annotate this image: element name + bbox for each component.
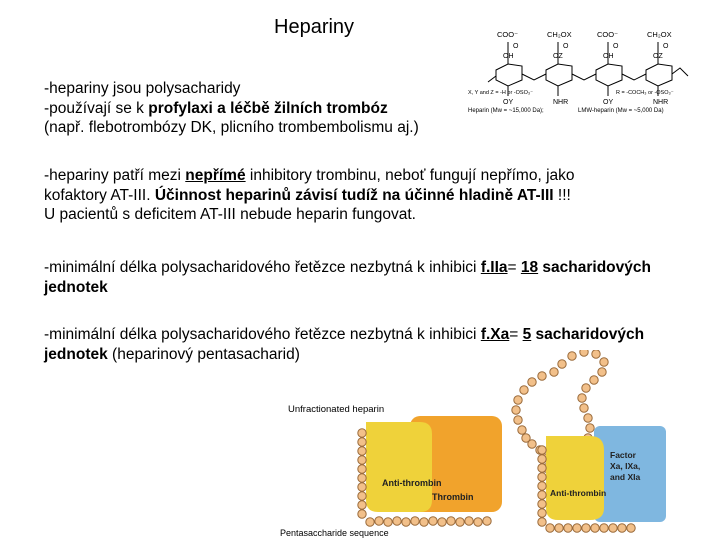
heparin-lower-bead (465, 517, 473, 525)
indirect-emphasis: nepřímé (185, 167, 246, 184)
mechanism-line-1 (44, 166, 694, 186)
heparin-lower-bead (358, 510, 366, 518)
chem-oz-1: OZ (553, 53, 563, 60)
chem-legend-1: X, Y and Z = -H or -OSO₃⁻ (468, 90, 534, 96)
heparin-lower-bead (358, 429, 366, 437)
heparin-upper-bead (592, 350, 600, 358)
chem-oxygen-1: O (513, 43, 519, 50)
heparin-lower-bead (447, 517, 455, 525)
chem-caption-2: LMW-heparin (Mw = ~5,000 Da) (578, 108, 664, 114)
heparin-lower-bead (564, 524, 572, 532)
iia-block (44, 258, 704, 297)
heparin-lower-bead (538, 500, 546, 508)
heparin-upper-bead (528, 440, 536, 448)
chem-oy-2: OY (603, 99, 614, 106)
heparin-upper-bead (584, 414, 592, 422)
heparin-upper-bead (598, 368, 606, 376)
thrombin-label: Thrombin (432, 492, 474, 502)
heparin-lower-bead (358, 474, 366, 482)
heparin-lower-bead (438, 518, 446, 526)
heparin-lower-bead (358, 483, 366, 491)
pentasaccharide-label: Pentasaccharide sequence (280, 528, 389, 538)
heparin-upper-bead (528, 378, 536, 386)
xa-text-5: (heparinový pentasacharid) (107, 345, 300, 363)
heparin-lower-bead (375, 517, 383, 525)
heparin-lower-bead (600, 524, 608, 532)
heparin-upper-bead (600, 358, 608, 366)
heparin-lower-bead (420, 518, 428, 526)
factor-label-line-1: Factor (610, 450, 636, 460)
heparin-lower-bead (538, 446, 546, 454)
prophylaxis-emphasis: profylaxi a léčbě žilních trombóz (148, 99, 388, 117)
intro-line-3: (např. flebotrombózy DK, plicního trombembolismu aj.) (44, 119, 419, 136)
heparin-upper-bead (512, 406, 520, 414)
chem-nhr-2: NHR (653, 99, 669, 106)
heparin-upper-bead (538, 372, 546, 380)
heparin-lower-bead (538, 455, 546, 463)
mechanism-text-3: kofaktory AT-III. (44, 186, 155, 204)
chem-oh-2: OH (603, 53, 614, 60)
heparin-upper-bead (582, 384, 590, 392)
mechanism-line-2 (44, 186, 694, 206)
heparin-lower-bead (538, 464, 546, 472)
heparin-lower-bead (538, 518, 546, 526)
chem-oxygen-2: O (563, 43, 569, 50)
xa-factor: f.Xa (480, 326, 510, 343)
heparin-lower-bead (538, 473, 546, 481)
heparin-lower-bead (358, 456, 366, 464)
mechanism-text-4: !!! (553, 186, 571, 204)
heparin-upper-bead (580, 404, 588, 412)
heparin-lower-bead (555, 524, 563, 532)
antithrombin-shape-1 (366, 422, 432, 512)
heparin-upper-bead (586, 424, 594, 432)
heparin-upper-bead (550, 368, 558, 376)
page-title: Hepariny (274, 16, 355, 38)
heparin-lower-bead (358, 501, 366, 509)
heparin-lower-bead (627, 524, 635, 532)
antithrombin-shape-2 (546, 436, 607, 520)
heparin-lower-bead (411, 517, 419, 525)
chem-group-1: COO⁻ (497, 30, 519, 39)
heparin-lower-bead (384, 518, 392, 526)
heparin-upper-bead (580, 350, 588, 356)
heparin-lower-bead (618, 524, 626, 532)
heparin-lower-bead (402, 518, 410, 526)
chem-oxygen-3: O (613, 43, 619, 50)
iia-text-1: -minimální délka polysacharidového řetězce nezbytná k inhibici (44, 259, 481, 276)
iia-line-2: jednotek (44, 278, 108, 296)
heparin-lower-bead (538, 509, 546, 517)
xa-text-2: = (509, 326, 523, 343)
iia-text-3: sacharidových (538, 259, 651, 276)
chem-caption-1: Heparin (Mw = ~15,000 Da); (468, 108, 544, 114)
mechanism-line-3: U pacientů s deficitem AT-III nebude heparin fungovat. (44, 206, 416, 223)
chem-oxygen-4: O (663, 43, 669, 50)
heparin-lower-bead (538, 482, 546, 490)
iia-line-1 (44, 258, 704, 278)
chem-oh-1: OH (503, 53, 514, 60)
heparin-mechanism-figure (270, 350, 710, 540)
heparin-lower-bead (366, 518, 374, 526)
factor-label-line-3: and XIa (610, 472, 641, 482)
heparin-upper-bead (568, 352, 576, 360)
heparin-lower-bead (456, 518, 464, 526)
mechanism-text-1: -hepariny patří mezi (44, 167, 186, 184)
heparin-lower-bead (546, 524, 554, 532)
xa-text-3: sacharidových (531, 326, 645, 343)
heparin-lower-bead (358, 492, 366, 500)
chem-oz-2: OZ (653, 53, 663, 60)
xa-text-4: jednotek (44, 345, 108, 363)
heparin-upper-bead (514, 396, 522, 404)
antithrombin-label-1-text: Anti-thrombin (382, 478, 442, 488)
antithrombin-label-1 (382, 478, 441, 488)
mechanism-text-2: inhibitory trombinu, neboť fungují nepřímo, jako (245, 167, 575, 184)
xa-count: 5 (522, 326, 532, 343)
heparin-lower-bead (591, 524, 599, 532)
intro-line-2 (44, 99, 419, 119)
intro-block (44, 79, 419, 138)
chem-group-3: COO⁻ (597, 30, 619, 39)
heparin-lower-bead (358, 447, 366, 455)
heparin-lower-bead (393, 517, 401, 525)
heparin-lower-bead (358, 465, 366, 473)
antithrombin-label-2: Anti-thrombin (550, 488, 607, 498)
heparin-upper-bead (520, 386, 528, 394)
xa-line-1 (44, 325, 704, 345)
factor-label-line-2: Xa, IXa, (610, 461, 641, 471)
heparin-upper-bead (518, 426, 526, 434)
heparin-lower-bead (429, 517, 437, 525)
iia-text-2: = (507, 259, 521, 276)
heparin-structure-image (466, 24, 708, 120)
heparin-upper-bead (558, 360, 566, 368)
heparin-lower-bead (483, 517, 491, 525)
heparin-lower-bead (582, 524, 590, 532)
heparin-lower-bead (573, 524, 581, 532)
heparin-upper-bead (590, 376, 598, 384)
iia-count: 18 (520, 259, 539, 276)
mechanism-block (44, 166, 694, 225)
heparin-lower-bead (358, 438, 366, 446)
chem-group-2: CH₂OX (547, 30, 572, 39)
heparin-lower-bead (474, 518, 482, 526)
xa-text-1: -minimální délka polysacharidového řetězce nezbytná k inhibici (44, 326, 481, 343)
intro-line-1: -hepariny jsou polysacharidy (44, 80, 241, 97)
chem-oy-1: OY (503, 99, 514, 106)
chem-group-4: CH₂OX (647, 30, 672, 39)
efficacy-emphasis: Účinnost heparinů závisí tudíž na účinné hladině AT-III (154, 186, 554, 204)
chem-legend-2: R = -COCH₃ or -OSO₃⁻ (616, 90, 674, 96)
unfractionated-heparin-label: Unfractionated heparin (288, 404, 385, 415)
heparin-lower-bead (609, 524, 617, 532)
heparin-lower-bead (538, 491, 546, 499)
heparin-upper-bead (514, 416, 522, 424)
intro-line-2-text: -používají se k (44, 99, 149, 117)
iia-factor: f.IIa (480, 259, 508, 276)
heparin-upper-bead (578, 394, 586, 402)
chem-nhr-1: NHR (553, 99, 569, 106)
